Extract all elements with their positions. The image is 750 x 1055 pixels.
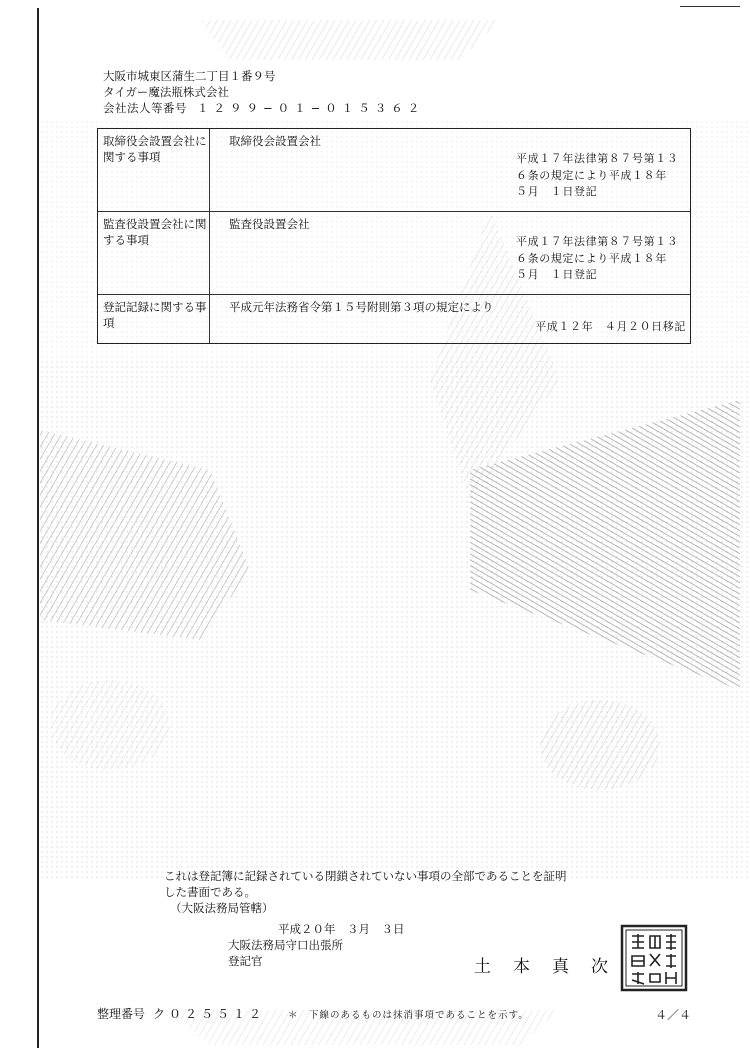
- table-row: [98, 211, 690, 294]
- row-registration-note: 平成１７年法律第８７号第１３６条の規定により平成１８年 ５月 １日登記: [516, 235, 679, 281]
- row-value-cell: [210, 295, 690, 343]
- company-header: [103, 68, 424, 116]
- issuing-office: [228, 937, 343, 969]
- table-row: [98, 294, 690, 343]
- jurisdiction-note: （大阪法務局管轄）: [170, 901, 274, 915]
- top-border-line: [680, 6, 740, 7]
- certification-line: した書面である。: [164, 885, 256, 899]
- row-label: 取締役会設置会社に関する事項: [98, 129, 210, 211]
- reference-label: 整理番号: [97, 1007, 146, 1021]
- table-row: [98, 129, 690, 211]
- row-value: 平成元年法務省令第１５号附則第３項の規定により: [229, 300, 494, 314]
- corporate-number: １２９９−０１−０１５３６２: [197, 101, 425, 115]
- reference-number: [97, 1005, 265, 1022]
- certification-line: これは登記簿に記録されている閉鎖されていない事項の全部であることを証明: [164, 869, 567, 883]
- official-seal-stamp: [620, 924, 688, 992]
- row-registration-note: 平成１２年 ４月２０日移記: [535, 320, 686, 333]
- registrar-name: 土本真次: [474, 957, 630, 977]
- left-border-line: [37, 8, 39, 1048]
- row-value-cell: [210, 212, 690, 294]
- company-name: タイガー魔法瓶株式会社: [103, 85, 229, 99]
- row-label: 登記記録に関する事項: [98, 295, 210, 343]
- page-number: ４／４: [655, 1008, 692, 1022]
- row-value: 監査役設置会社: [229, 217, 310, 231]
- row-label: 監査役設置会社に関する事項: [98, 212, 210, 294]
- registration-table: [97, 128, 691, 344]
- company-address: 大阪市城東区蒲生二丁目１番９号: [103, 69, 276, 83]
- certification-date: 平成２０年 ３月 ３日: [278, 922, 405, 936]
- row-value-cell: [210, 129, 690, 211]
- office-name: 大阪法務局守口出張所: [228, 938, 343, 952]
- footnote: ＊ 下線のあるものは抹消事項であることを示す。: [288, 1010, 529, 1021]
- registrar-title: 登記官: [228, 954, 263, 968]
- row-value: 取締役会設置会社: [229, 134, 321, 148]
- reference-code: ク０２５５１２: [153, 1007, 266, 1021]
- corporate-number-line: [103, 100, 424, 116]
- row-registration-note: 平成１７年法律第８７号第１３６条の規定により平成１８年 ５月 １日登記: [516, 152, 679, 198]
- certification-statement: [164, 868, 567, 916]
- corporate-number-label: 会社法人等番号: [103, 101, 187, 115]
